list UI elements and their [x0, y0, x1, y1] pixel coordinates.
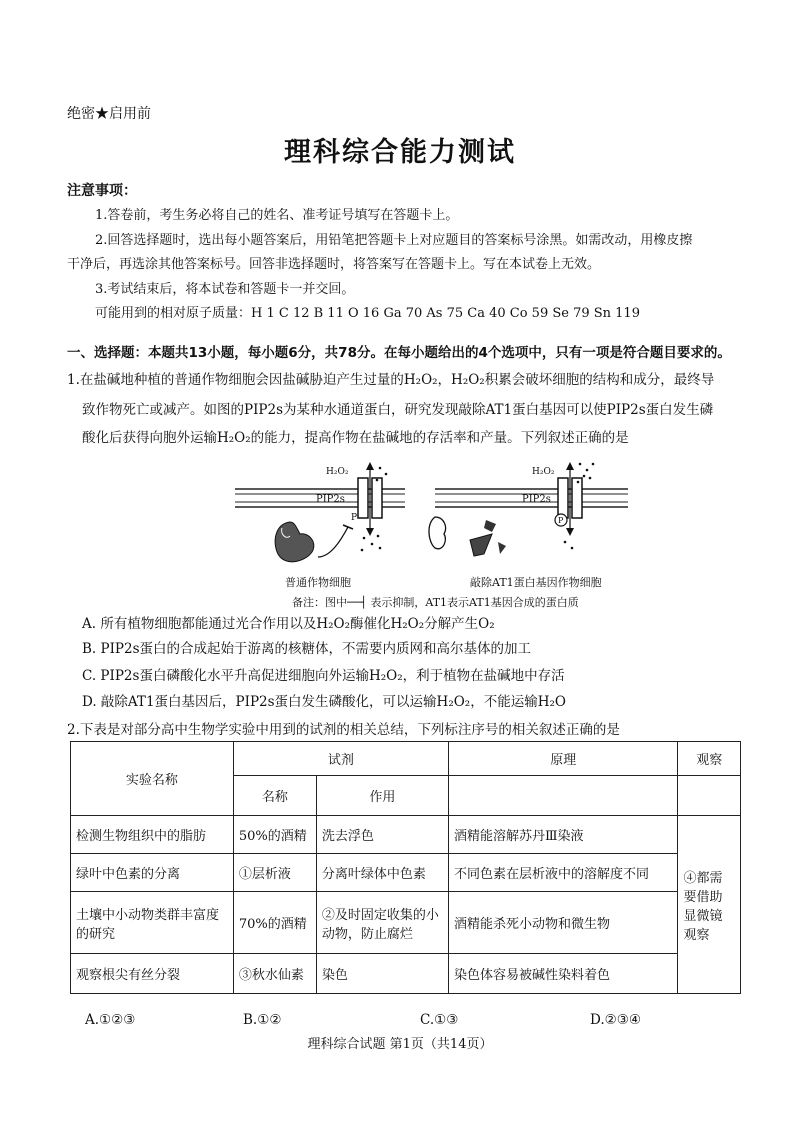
row-4-use: 染色	[316, 954, 448, 994]
row-3-principle: 酒精能杀死小动物和微生物	[448, 892, 677, 954]
right-p-label: P	[558, 516, 564, 525]
q1-option-d[interactable]: D. 敲除AT1蛋白基因后，PIP2s蛋白发生磷酸化，可以运输H₂O₂，不能运输H₂O	[82, 694, 566, 710]
inhibition-line	[318, 525, 353, 557]
row-1-name: 检测生物组织中的脂肪	[71, 816, 234, 854]
left-pip2s-label: PIP2s	[316, 494, 345, 505]
th-reagent-use: 作用	[316, 776, 448, 816]
right-figure-caption: 敲除AT1蛋白基因作物细胞	[470, 576, 602, 589]
row-3-use: ②及时固定收集的小动物，防止腐烂	[316, 892, 448, 954]
left-p-label: P	[351, 513, 358, 523]
q1-option-b[interactable]: B. PIP2s蛋白的合成起始于游离的核糖体，不需要内质网和高尔基体的加工	[82, 641, 532, 657]
row-1-use: 洗去浮色	[316, 816, 448, 854]
row-3-name: 土壤中小动物类群丰富度的研究	[71, 892, 234, 954]
table-row	[71, 892, 741, 954]
row-4-reagent: ③秋水仙素	[233, 954, 316, 994]
row-1-principle: 酒精能溶解苏丹Ⅲ染液	[448, 816, 677, 854]
row-2-reagent: ①层析液	[233, 854, 316, 892]
page-footer: 理科综合试题 第1页（共14页）	[307, 1037, 493, 1052]
right-broken-protein	[470, 520, 506, 556]
q2-option-c[interactable]: C.①③	[420, 1012, 459, 1028]
figure-note: 备注：图中──┤ 表示抑制，AT1表示AT1基因合成的蛋白质	[292, 596, 579, 609]
th-experiment-name: 实验名称	[71, 742, 234, 816]
right-kidney-shape	[429, 517, 446, 549]
row-1-reagent: 50%的酒精	[233, 816, 316, 854]
th-principle-blank	[448, 776, 677, 816]
q1-stem-line-2: 致作物死亡或减产。如图的PIP2s为某种水通道蛋白，研究发现敲除AT1蛋白基因可以使PIP2s蛋白发生磷	[82, 402, 714, 418]
left-figure-caption: 普通作物细胞	[285, 576, 351, 589]
notice-item-2-line-2: 干净后，再选涂其他答案标号。回答非选择题时，将答案写在答题卡上。写在本试卷上无效。	[67, 257, 601, 272]
table-row	[71, 954, 741, 994]
q2-option-b[interactable]: B.①②	[243, 1012, 282, 1028]
secret-label: 绝密★启用前	[67, 106, 151, 122]
row-4-principle: 染色体容易被碱性染料着色	[448, 954, 677, 994]
th-observe-blank	[678, 776, 741, 816]
q2-stem: 2.下表是对部分高中生物学实验中用到的试剂的相关总结，下列标注序号的相关叙述正确的是	[67, 722, 620, 738]
notice-item-2-line-1: 2.回答选择题时，选出每小题答案后，用铅笔把答题卡上对应题目的答案标号涂黑。如需改动，用橡皮擦	[95, 233, 693, 248]
th-principle: 原理	[448, 742, 677, 776]
membrane-figure	[230, 462, 630, 612]
row-4-name: 观察根尖有丝分裂	[71, 954, 234, 994]
page-title: 理科综合能力测试	[284, 137, 516, 168]
notice-item-3: 3.考试结束后，将本试卷和答题卡一并交回。	[95, 282, 355, 297]
q1-stem-line-3: 酸化后获得向胞外运输H₂O₂的能力，提高作物在盐碱地的存活率和产量。下列叙述正确的是	[82, 430, 629, 446]
notice-heading: 注意事项：	[67, 183, 137, 199]
left-at1-protein	[275, 522, 314, 562]
q2-option-d[interactable]: D.②③④	[590, 1012, 641, 1028]
q1-option-a[interactable]: A. 所有植物细胞都能通过光合作用以及H₂O₂酶催化H₂O₂分解产生O₂	[82, 616, 495, 632]
left-h2o2-label: H₂O₂	[326, 467, 349, 477]
q1-stem-line-1: 1.在盐碱地种植的普通作物细胞会因盐碱胁迫产生过量的H₂O₂，H₂O₂积累会破坏细胞的结构和成分，最终导	[67, 372, 715, 388]
row-2-use: 分离叶绿体中色素	[316, 854, 448, 892]
row-2-name: 绿叶中色素的分离	[71, 854, 234, 892]
table-row	[71, 854, 741, 892]
observe-cell: ④都需要借助显微镜观察	[678, 816, 741, 994]
q2-option-a[interactable]: A.①②③	[85, 1012, 136, 1028]
section-heading: 一、选择题：本题共13小题，每小题6分，共78分。在每小题给出的4个选项中，只有一项是符合题目要求的。	[67, 345, 731, 361]
row-3-reagent: 70%的酒精	[233, 892, 316, 954]
notice-item-1: 1.答卷前，考生务必将自己的姓名、准考证号填写在答题卡上。	[95, 208, 459, 223]
row-2-principle: 不同色素在层析液中的溶解度不同	[448, 854, 677, 892]
experiment-table	[70, 741, 741, 994]
left-channel-protein	[358, 462, 382, 536]
table-row	[71, 816, 741, 854]
th-reagent-name: 名称	[233, 776, 316, 816]
atomic-masses: 可能用到的相对原子质量：H 1 C 12 B 11 O 16 Ga 70 As 75 Ca 40 Co 59 Se 79 Sn 119	[95, 306, 640, 321]
th-observe: 观察	[678, 742, 741, 776]
q1-option-c[interactable]: C. PIP2s蛋白磷酸化水平升高促进细胞向外运输H₂O₂，利于植物在盐碱地中存活	[82, 668, 565, 684]
right-h2o2-label: H₂O₂	[532, 467, 555, 477]
th-reagent: 试剂	[233, 742, 448, 776]
right-pip2s-label: PIP2s	[522, 494, 551, 505]
